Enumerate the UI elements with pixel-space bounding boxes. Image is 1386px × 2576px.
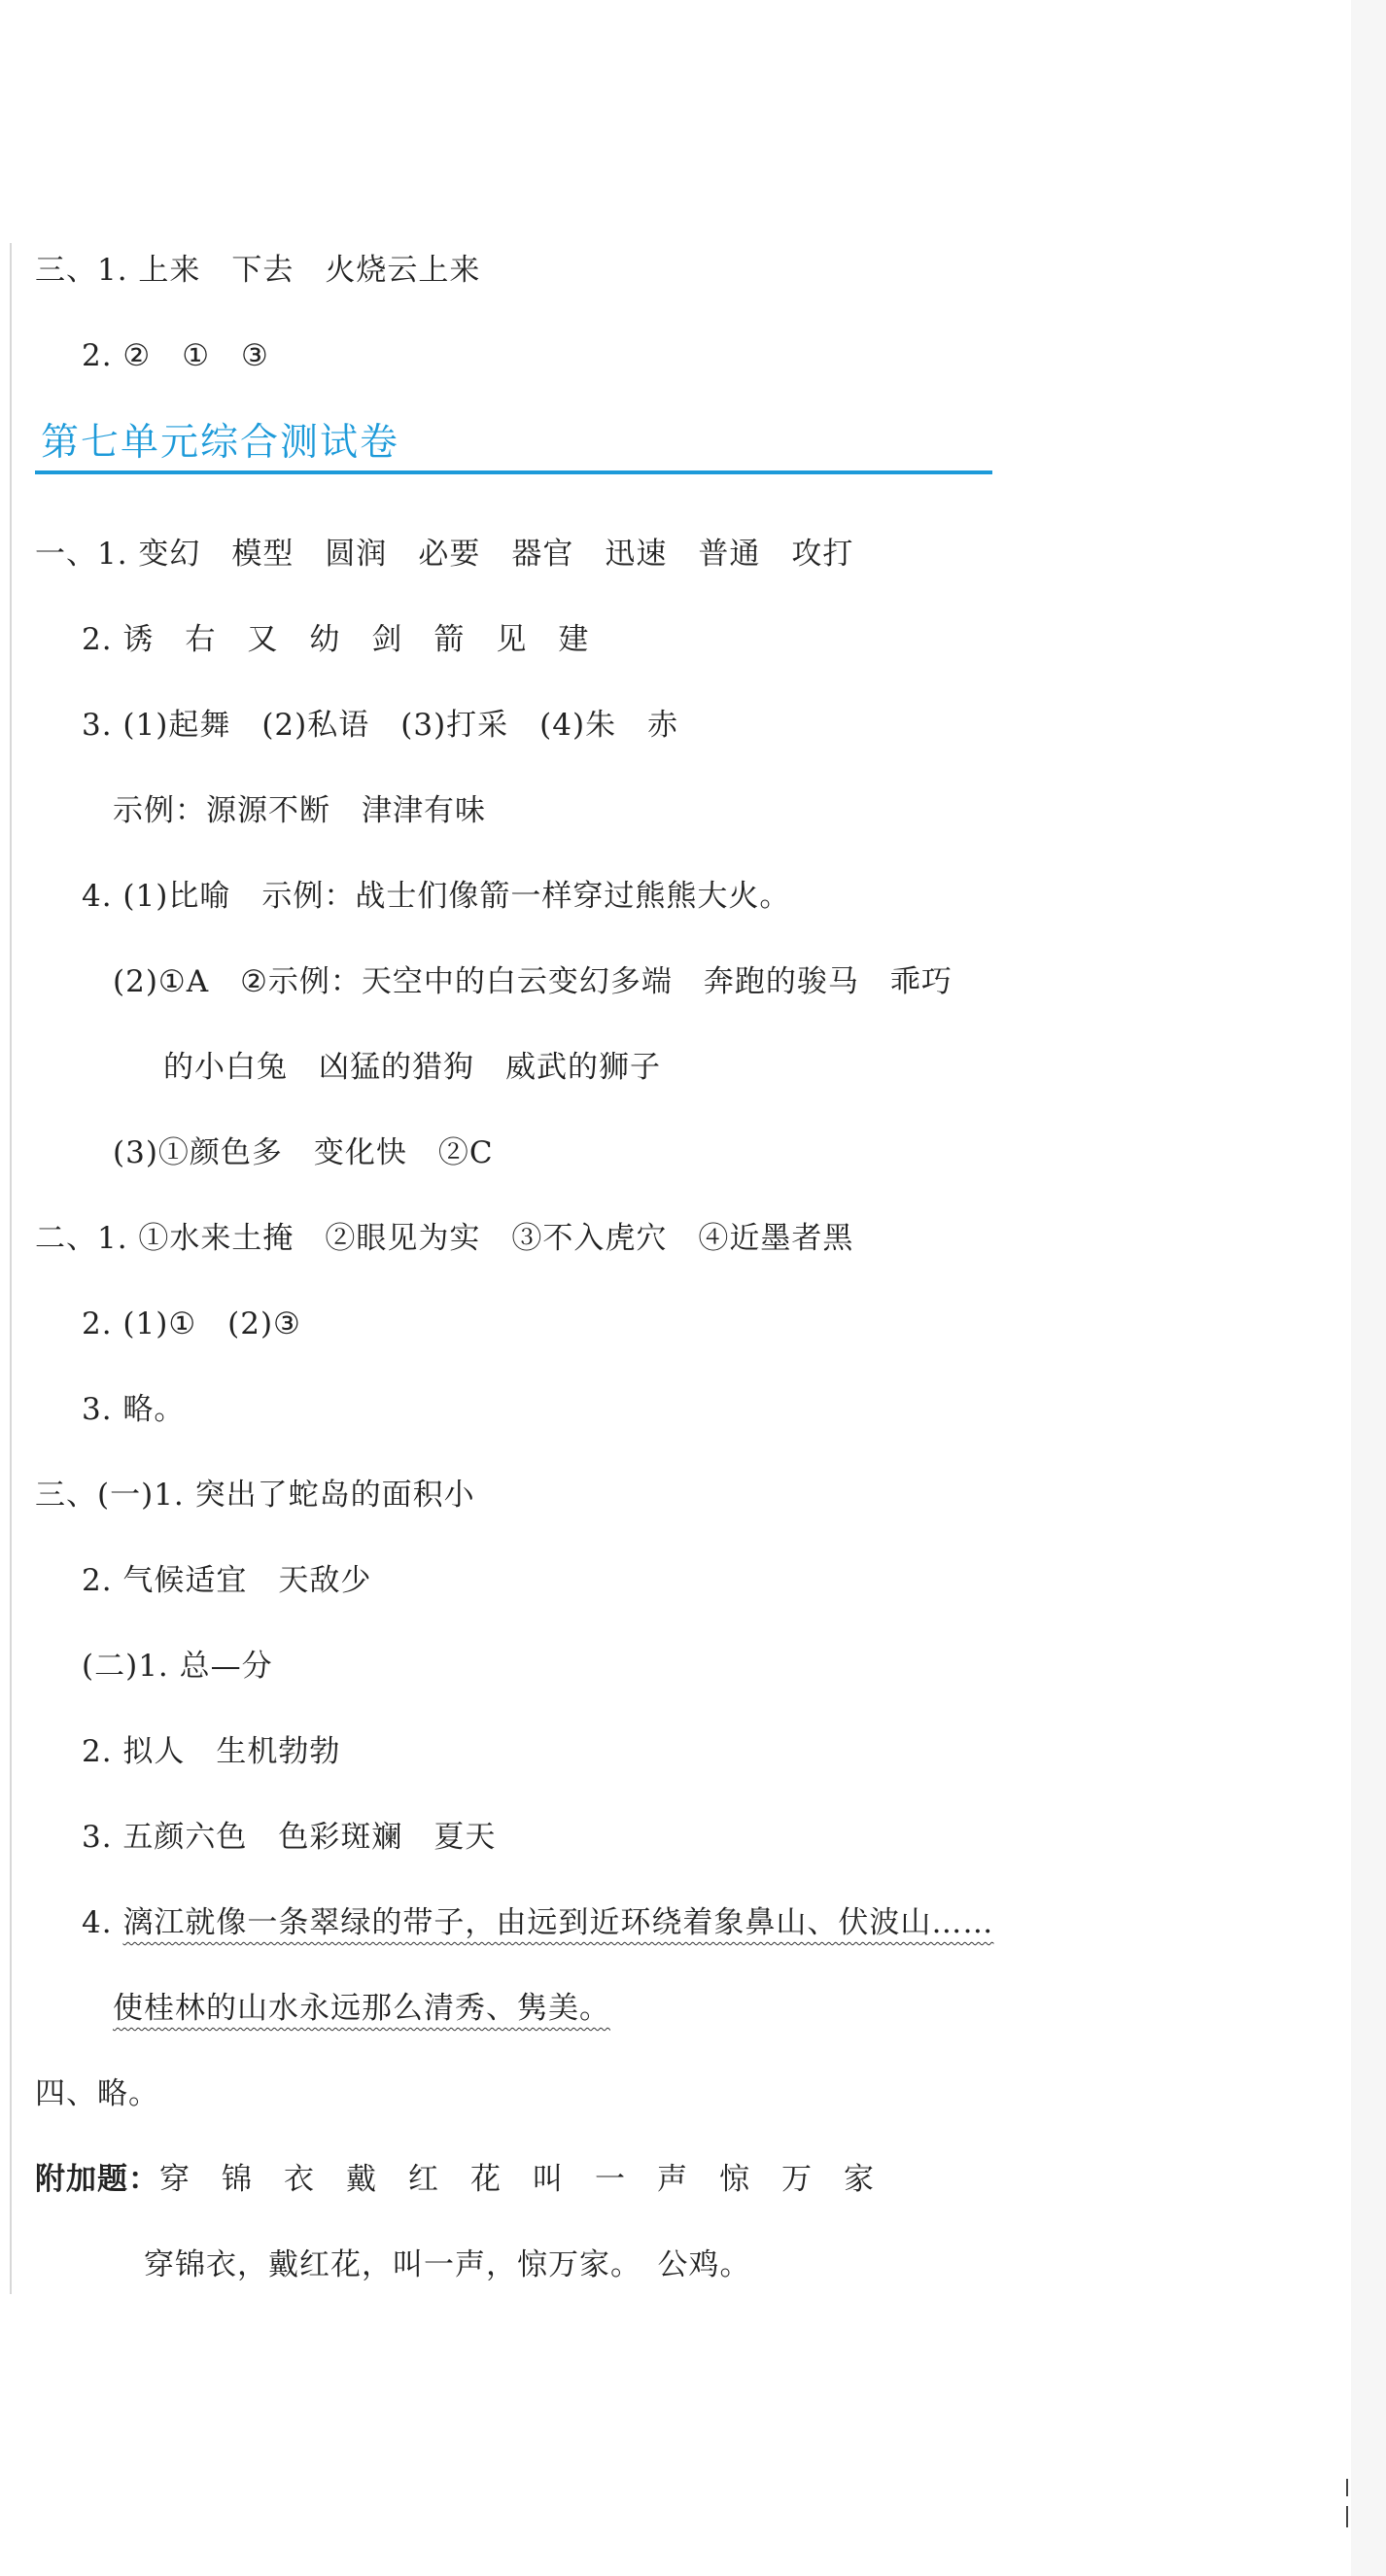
answer-line: (二)1. 总—分 [82,1649,273,1684]
edge-mark [1346,2479,1348,2496]
answer-line [113,1987,610,2030]
section-heading [35,416,992,478]
answer-line: 一、1. 变幻 模型 圆润 必要 器官 迅速 普通 攻打 [35,537,854,572]
answer-line: (3)①颜色多 变化快 ②C [113,1135,494,1170]
wavy-underlined-sentence: 使桂林的山水永远那么清秀、隽美。 [113,1991,610,2026]
binding-margin-line [10,243,12,2294]
answer-line: 二、1. ①水来土掩 ②眼见为实 ③不入虎穴 ④近墨者黑 [35,1221,854,1256]
answer-line: 2. 诱 右 又 幼 剑 箭 见 建 [82,622,590,657]
bonus-characters: 穿 锦 衣 戴 红 花 叫 一 声 惊 万 家 [159,2162,875,2197]
answer-line: 4. (1)比喻 示例：战士们像箭一样穿过熊熊大火。 [82,879,791,914]
answer-line: 2. (1)① (2)③ [82,1306,301,1341]
answer-line: 三、1. 上来 下去 火烧云上来 [35,253,481,288]
heading-underline [35,470,992,474]
section-title: 第七单元综合测试卷 [41,421,400,465]
answer-line: 2. ② ① ③ [82,338,269,373]
answer-line: (2)①A ②示例：天空中的白云变幻多端 奔跑的骏马 乖巧 [113,964,953,999]
answer-line: 穿锦衣，戴红花，叫一声，惊万家。 公鸡。 [144,2247,751,2282]
answer-line: 3. 略。 [82,1392,186,1427]
answer-line: 2. 拟人 生机勃勃 [82,1734,341,1769]
answer-line: 3. 五颜六色 色彩斑斓 夏天 [82,1820,497,1855]
answer-line: 2. 气候适宜 天敌少 [82,1563,372,1598]
answer-line [82,1901,993,1944]
bonus-label: 附加题： [35,2162,159,2197]
answer-line: 3. (1)起舞 (2)私语 (3)打采 (4)朱 赤 [82,708,679,743]
wavy-underlined-sentence: 漓江就像一条翠绿的带子，由远到近环绕着象鼻山、伏波山…… [122,1905,994,1940]
answer-line [35,2158,875,2201]
answer-line: 四、略。 [35,2076,159,2111]
answer-line: 示例：源源不断 津津有味 [113,793,486,828]
item-number: 4. [82,1905,123,1940]
answer-line: 三、(一)1. 突出了蛇岛的面积小 [35,1478,475,1513]
answer-line: 的小白兔 凶猛的猎狗 威武的狮子 [163,1050,661,1085]
edge-mark [1346,2506,1348,2527]
